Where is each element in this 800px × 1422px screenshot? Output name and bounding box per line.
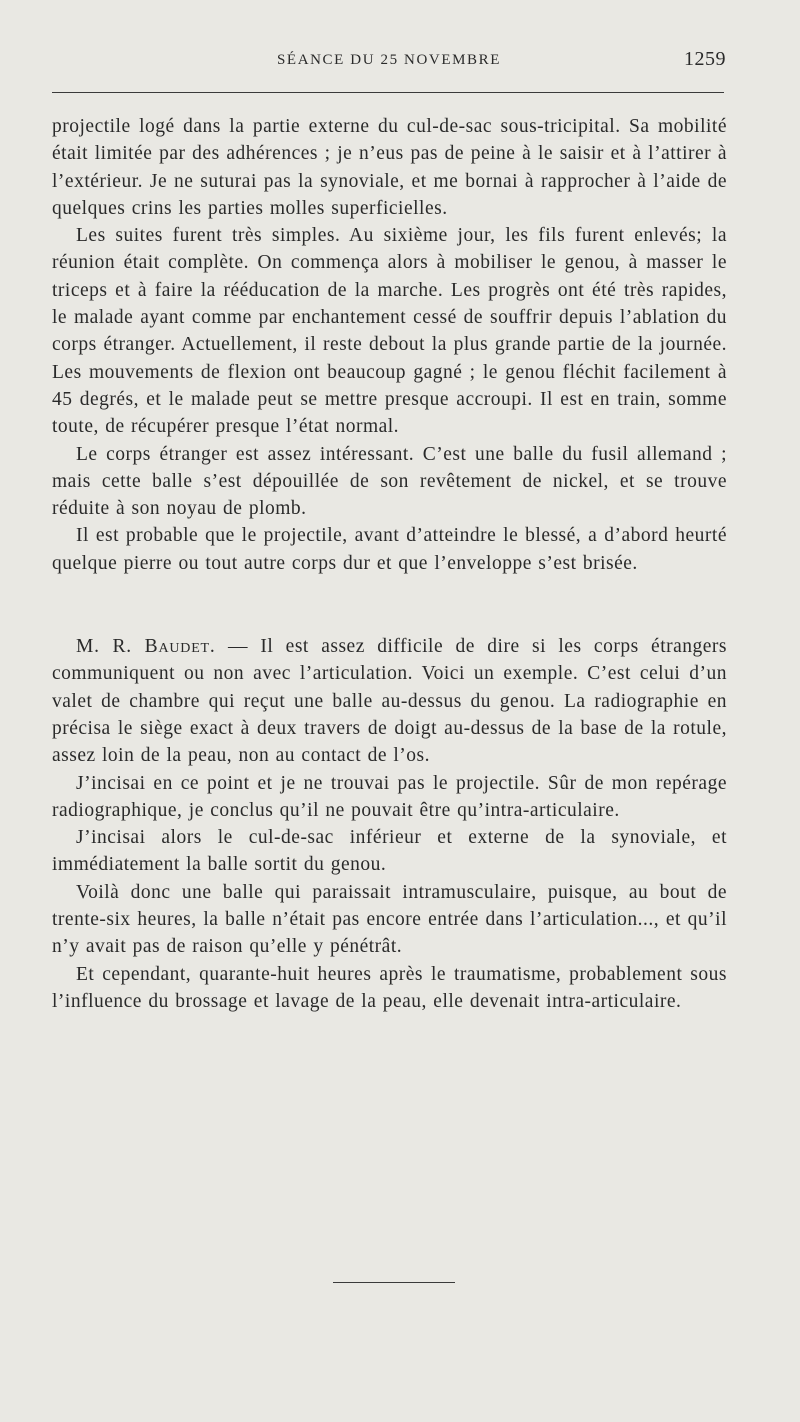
speaker-name: M. R. Baudet. — [76, 636, 216, 658]
paragraph: Et cependant, quarante-huit heures après le traumatisme, probablement sous l’influence du brossage et lavage de la peau, elle devenait intra-articulaire. — [52, 963, 727, 1012]
running-title: SÉANCE DU 25 NOVEMBRE — [276, 52, 502, 68]
paragraph: projectile logé dans la partie externe du cul-de-sac sous-tricipital. Sa mobilité était limitée par des adhérences ; je n’eus pas de peine à le saisir et à l’attirer à l’extérieur. Je ne suturai pas la synoviale, et me bornai à rapprocher à l’aide de quelques crins les parties molles superficielles. — [52, 116, 727, 219]
speaker-paragraph — [52, 633, 727, 769]
paragraph: Les suites furent très simples. Au sixième jour, les fils furent enlevés; la réunion était complète. On commença alors à mobiliser le genou, à masser le triceps et à faire la rééducation de la marche. Les progrès ont été très rapides, le malade ayant comme par enchantement cessé de souffrir depuis l’ablation du corps étranger. Actuellement, il reste debout la plus grande partie de la journée. Les mouvements de flexion ont beaucoup gagné ; le genou fléchit facilement à 45 degrés, et le malade peut se mettre presque accroupi. Il est en train, somme toute, de récupérer presque l’état normal. — [52, 225, 727, 438]
end-rule — [333, 1282, 455, 1283]
header-rule — [52, 92, 724, 93]
page-header — [52, 48, 726, 78]
paragraph: Voilà donc une balle qui paraissait intramusculaire, puisque, au bout de trente-six heures, la balle n’était pas encore entrée dans l’articulation..., et qu’il n’y avait pas de raison qu’elle y pénétrât. — [52, 881, 727, 958]
page-number: 1259 — [684, 48, 726, 70]
paragraph: J’incisai en ce point et je ne trouvai pas le projectile. Sûr de mon repérage radiographique, je conclus qu’il ne pouvait être qu’intra-articulaire. — [52, 772, 727, 821]
body-text — [52, 113, 727, 1015]
paragraph: Il est probable que le projectile, avant d’atteindre le blessé, a d’abord heurté quelque pierre ou tout autre corps dur et que l’enveloppe s’est brisée. — [52, 525, 727, 574]
paragraph: Le corps étranger est assez intéressant. C’est une balle du fusil allemand ; mais cette balle s’est dépouillée de son revêtement de nickel, et se trouve réduite à son noyau de plomb. — [52, 443, 727, 520]
speaker-text: — Il est assez difficile de dire si les corps étrangers communiquent ou non avec l’articulation. Voici un exemple. C’est celui d’un valet de chambre qui reçut une balle au-dessus du genou. La radiographie en précisa le siège exact à deux travers de doigt au-dessus de la base de la rotule, assez loin de la peau, non au contact de l’os. — [52, 636, 728, 767]
paragraph: J’incisai alors le cul-de-sac inférieur et externe de la synoviale, et immédiatement la balle sortit du genou. — [52, 827, 727, 876]
